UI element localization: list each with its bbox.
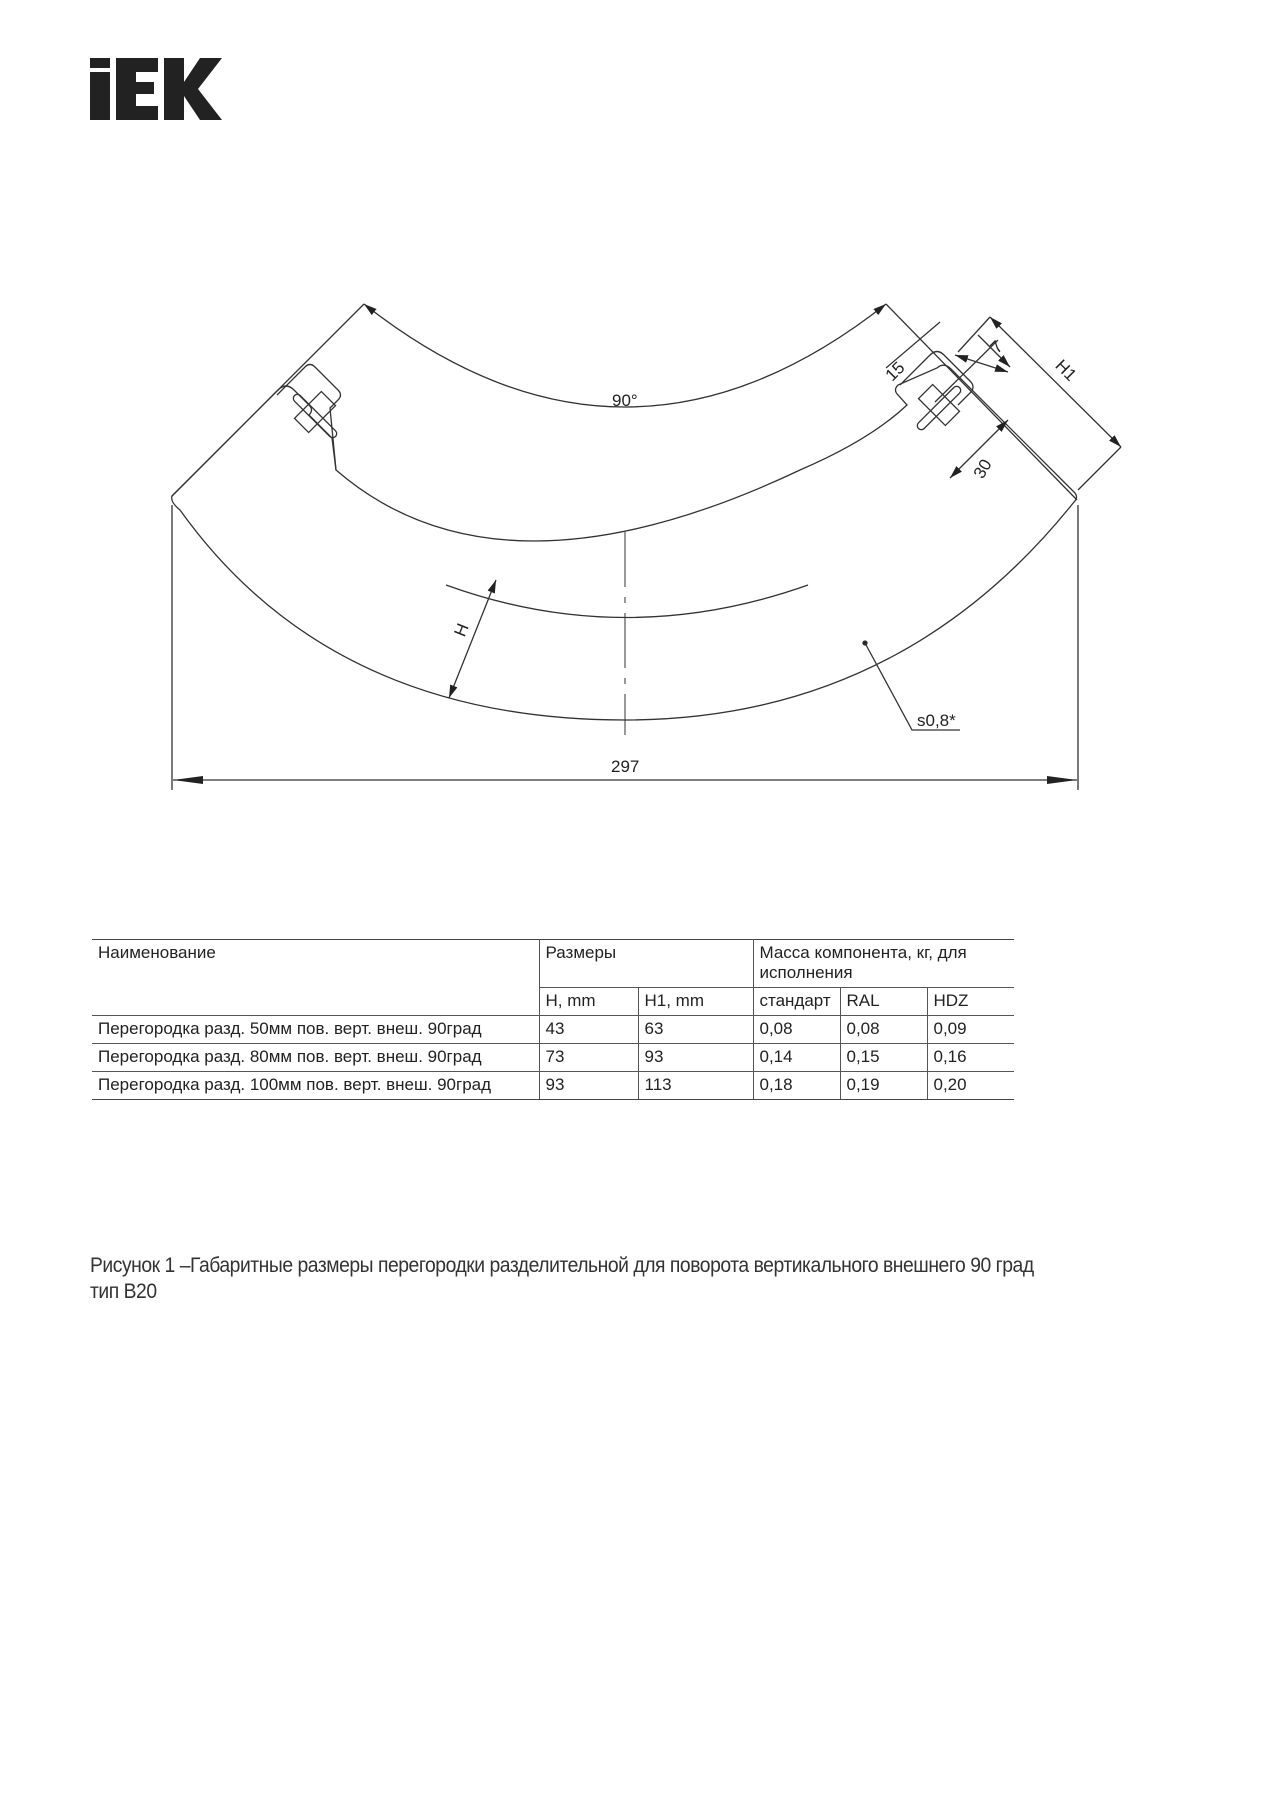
dim-15-label: 15 bbox=[881, 358, 909, 385]
row-ral: 0,08 bbox=[840, 1016, 927, 1044]
row-ral: 0,15 bbox=[840, 1044, 927, 1072]
right-hole bbox=[918, 384, 959, 425]
right-tab bbox=[900, 352, 973, 406]
thickness-label: s0,8* bbox=[917, 711, 956, 730]
caption-line-1: Рисунок 1 –Габаритные размеры перегородки разделительной для поворота вертикального внешнего 90 град bbox=[90, 1254, 1034, 1277]
left-tab bbox=[277, 365, 341, 471]
spec-table bbox=[92, 939, 1014, 1100]
row-ral: 0,19 bbox=[840, 1072, 927, 1100]
row-standard: 0,18 bbox=[753, 1072, 840, 1100]
header-standard: стандарт bbox=[753, 988, 840, 1016]
row-h1: 113 bbox=[638, 1072, 753, 1100]
row-name: Перегородка разд. 100мм пов. верт. внеш. 90град bbox=[92, 1072, 539, 1100]
table-row bbox=[92, 1072, 1014, 1100]
dim-30-label: 30 bbox=[969, 455, 996, 482]
header-h1: H1, mm bbox=[638, 988, 753, 1016]
angle-label: 90° bbox=[612, 391, 638, 410]
row-h: 43 bbox=[539, 1016, 638, 1044]
row-hdz: 0,20 bbox=[927, 1072, 1014, 1100]
row-hdz: 0,16 bbox=[927, 1044, 1014, 1072]
row-name: Перегородка разд. 80мм пов. верт. внеш. 90град bbox=[92, 1044, 539, 1072]
dim-7-label: 7 bbox=[986, 337, 1007, 358]
part-outline bbox=[172, 365, 1077, 720]
row-h1: 63 bbox=[638, 1016, 753, 1044]
left-hole bbox=[294, 391, 335, 432]
header-sizes: Размеры bbox=[539, 940, 753, 988]
row-h1: 93 bbox=[638, 1044, 753, 1072]
figure-caption bbox=[90, 1253, 1102, 1305]
inner-arc bbox=[446, 585, 808, 618]
row-standard: 0,14 bbox=[753, 1044, 840, 1072]
header-hdz: HDZ bbox=[927, 988, 1014, 1016]
header-mass: Масса компонента, кг, для исполнения bbox=[753, 940, 1014, 988]
dim-h-label: H bbox=[450, 620, 473, 640]
row-hdz: 0,09 bbox=[927, 1016, 1014, 1044]
width-label: 297 bbox=[611, 757, 640, 776]
header-h: H, mm bbox=[539, 988, 638, 1016]
row-standard: 0,08 bbox=[753, 1016, 840, 1044]
table-row bbox=[92, 1044, 1014, 1072]
table-header-row bbox=[92, 940, 1014, 988]
row-name: Перегородка разд. 50мм пов. верт. внеш. 90град bbox=[92, 1016, 539, 1044]
header-name: Наименование bbox=[92, 940, 539, 1016]
technical-drawing bbox=[0, 0, 1280, 900]
caption-line-2: тип B20 bbox=[90, 1280, 157, 1303]
dim-h1-label: H1 bbox=[1051, 355, 1081, 385]
header-ral: RAL bbox=[840, 988, 927, 1016]
row-h: 93 bbox=[539, 1072, 638, 1100]
table-row bbox=[92, 1016, 1014, 1044]
row-h: 73 bbox=[539, 1044, 638, 1072]
